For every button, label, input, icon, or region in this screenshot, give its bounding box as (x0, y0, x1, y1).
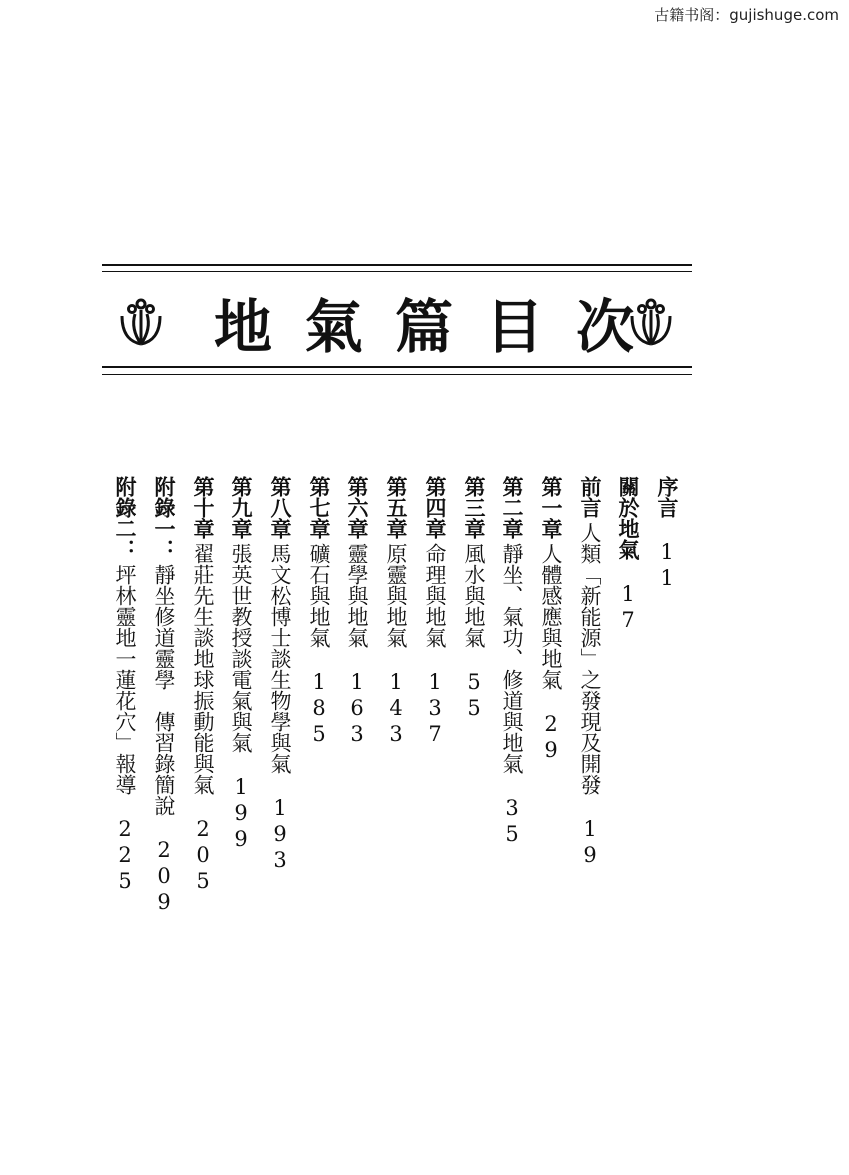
toc-entry-page: 185 (307, 670, 331, 748)
title-char: 次 (575, 293, 634, 361)
toc-entry-page: 163 (345, 670, 369, 748)
page-title (214, 284, 634, 360)
toc-entry-title: 張英世教授談電氣與氣 (229, 543, 253, 753)
lotus-flower-icon (118, 298, 164, 348)
toc-entry-page: 225 (113, 817, 137, 895)
toc-entry-label: 第二章 (500, 476, 524, 539)
header-rule-top (102, 264, 692, 266)
toc-entry-label: 第九章 (229, 476, 253, 539)
title-char: 地 (214, 293, 273, 361)
toc-entry-title: 翟莊先生談地球振動能與氣 (191, 543, 215, 795)
toc-entry-label: 序言 (655, 476, 679, 518)
toc-entry (342, 476, 372, 748)
header-rule-bottom-thin (102, 374, 692, 375)
toc-entry-page: 209 (152, 838, 176, 916)
toc-entry (226, 476, 256, 853)
toc-entry-page: 55 (462, 670, 486, 722)
toc-entry-page: 137 (423, 670, 447, 748)
toc-entry-label: 第十章 (191, 476, 215, 539)
toc-entry (265, 476, 295, 874)
header-rule-bottom (102, 366, 692, 368)
toc-entry-label: 第三章 (462, 476, 486, 539)
toc-entry-label: 附錄二： (113, 476, 137, 560)
toc-entry (149, 476, 179, 916)
toc-entry (536, 476, 566, 764)
toc-entry (304, 476, 334, 748)
toc-entry (459, 476, 489, 722)
toc-entry-title: 坪林靈地一蓮花穴」報導 (113, 564, 137, 795)
watermark: 古籍书阁：gujishuge.com (654, 6, 839, 24)
toc-entry (652, 476, 682, 592)
title-char: 目 (485, 293, 544, 361)
toc-entry-label: 第八章 (268, 476, 292, 539)
toc-entry-title: 馬文松博士談生物學與氣 (268, 543, 292, 774)
toc-entry-page: 143 (384, 670, 408, 748)
toc-entry-label: 第七章 (307, 476, 331, 539)
toc-entry-title: 礦石與地氣 (307, 543, 331, 648)
toc-entry-label: 第一章 (539, 476, 563, 539)
toc-entry (381, 476, 411, 748)
toc-entry (420, 476, 450, 748)
title-block (0, 284, 849, 360)
toc-entry-page: 205 (191, 817, 215, 895)
toc-entry-title: 靈學與地氣 (345, 543, 369, 648)
toc-entry-label: 第六章 (345, 476, 369, 539)
toc-entry-title: 人類「新能源」之發現及開發 (578, 522, 602, 795)
toc-entry-page: 29 (539, 712, 563, 764)
toc-entry (497, 476, 527, 848)
lotus-flower-icon (628, 298, 674, 348)
toc-entry-label: 關於地氣 (616, 476, 640, 560)
toc-entry-label: 附錄一： (152, 476, 176, 560)
table-of-contents (0, 476, 849, 996)
toc-entry-title: 人體感應與地氣 (539, 543, 563, 690)
toc-entry-page: 199 (229, 775, 253, 853)
toc-entry (110, 476, 140, 895)
toc-entry-label: 第四章 (423, 476, 447, 539)
toc-entry-page: 17 (616, 582, 640, 634)
toc-entry-page: 11 (655, 540, 679, 592)
header-rule-top-thin (102, 271, 692, 272)
title-char: 氣 (304, 293, 363, 361)
toc-entry (575, 476, 605, 869)
toc-entry-page: 19 (578, 817, 602, 869)
toc-entry-title: 靜坐、氣功、修道與地氣 (500, 543, 524, 774)
toc-entry-title: 命理與地氣 (423, 543, 447, 648)
toc-entry-title: 原靈與地氣 (384, 543, 408, 648)
toc-entry-page: 35 (500, 796, 524, 848)
title-char: 篇 (394, 293, 453, 361)
toc-entry-title: 靜坐修道靈學 傳習錄簡說 (152, 564, 176, 816)
toc-entry-title: 風水與地氣 (462, 543, 486, 648)
toc-entry (188, 476, 218, 895)
toc-entry-page: 193 (268, 796, 292, 874)
toc-entry-label: 前言 (578, 476, 602, 518)
toc-entry-label: 第五章 (384, 476, 408, 539)
toc-entry (613, 476, 643, 634)
